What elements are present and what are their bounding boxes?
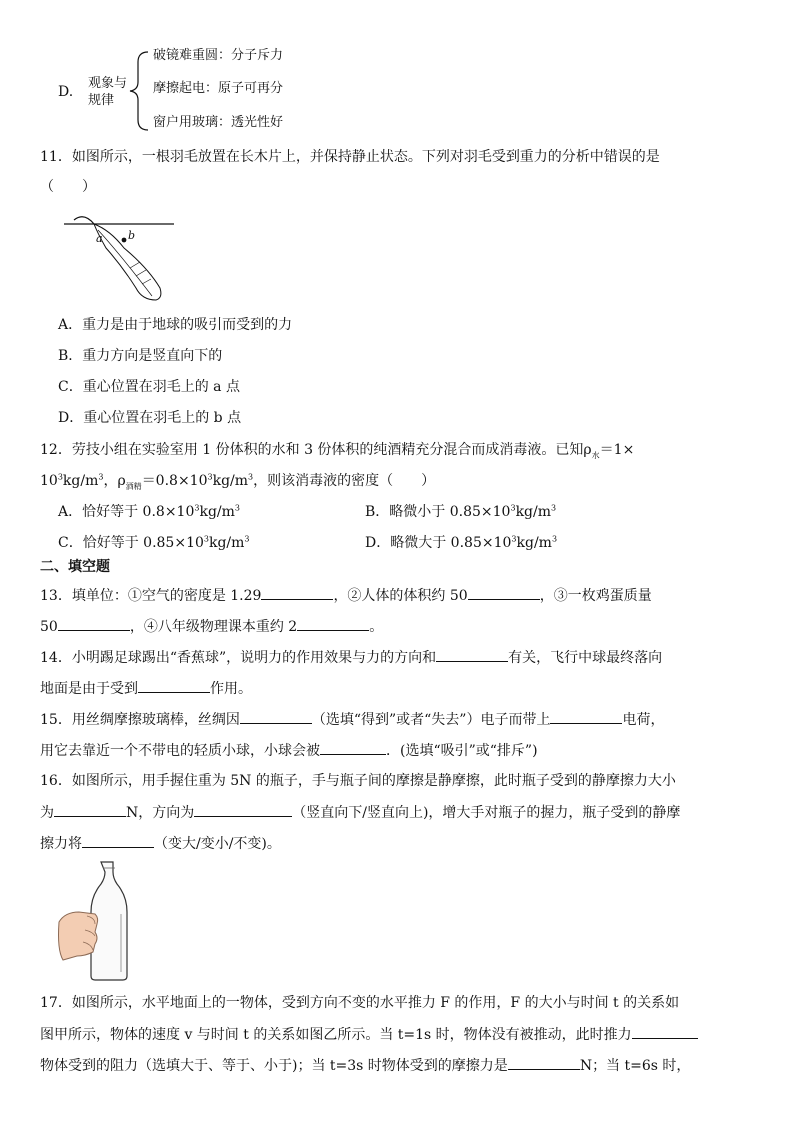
exponent: 3 <box>234 503 240 513</box>
feather-label-a: a <box>96 232 103 245</box>
q12-option-text: B．略微小于 0.85×10 <box>365 504 511 520</box>
q12-text: ，则该消毒液的密度（ ） <box>253 473 436 489</box>
q16-line3 <box>40 833 281 854</box>
q14-line2 <box>40 678 252 699</box>
q13-text: 13．填单位：①空气的密度是 1.29 <box>40 588 262 604</box>
q10-item-2: 摩擦起电：原子可再分 <box>153 81 284 96</box>
answer-blank[interactable] <box>261 585 333 600</box>
unit: kg/m <box>516 535 552 551</box>
q14-text: 14．小明踢足球踢出“香蕉球”，说明力的作用效果与力的方向和 <box>40 650 437 666</box>
q12-text: kg/m <box>212 473 249 489</box>
q11-stem-line1: 11．如图所示，一根羽毛放置在长木片上，并保持静止状态。下列对羽毛受到重力的分析中错误的是 <box>40 149 660 165</box>
q11-option-c: C．重心位置在羽毛上的 a 点 <box>58 379 240 395</box>
q12-option-text: D．略微大于 0.85×10 <box>365 535 512 551</box>
exponent: 3 <box>57 472 63 482</box>
q17-text: 物体受到的阻力（选填大于、等于、小于)；当 t=3s 时物体受到的摩擦力是 <box>40 1058 508 1074</box>
exponent: 3 <box>203 534 209 544</box>
q17-line3 <box>40 1055 690 1076</box>
answer-blank[interactable] <box>58 616 130 631</box>
q13-line2 <box>40 616 383 637</box>
q14-text: 作用。 <box>210 681 252 697</box>
q12-option-a <box>58 502 240 522</box>
q15-line2 <box>40 740 538 761</box>
q12-text: 12．劳技小组在实验室用 1 份体积的水和 3 份体积的纯酒精充分混合而成消毒液。已知ρ <box>40 442 592 458</box>
unit: kg/m <box>208 535 245 551</box>
q16-text: （变大/变小/不变)。 <box>154 836 281 852</box>
answer-blank[interactable] <box>297 616 369 631</box>
q12-text: 10 <box>40 473 58 489</box>
q15-line1 <box>40 709 664 730</box>
q12-stem-line1 <box>40 440 634 460</box>
exponent: 3 <box>551 503 557 513</box>
answer-blank[interactable] <box>550 709 622 724</box>
answer-blank[interactable] <box>240 709 312 724</box>
answer-blank[interactable] <box>468 585 540 600</box>
q10-item-1: 破镜难重圆：分子斥力 <box>153 48 284 63</box>
q11-option-a: A．重力是由于地球的吸引而受到的力 <box>58 317 293 333</box>
q17-line2 <box>40 1024 698 1045</box>
q12-option-d <box>365 533 557 553</box>
q16-text: （竖直向下/竖直向上)，增大手对瓶子的握力，瓶子受到的静摩 <box>292 805 681 821</box>
q13-text: ，③一枚鸡蛋质量 <box>539 588 652 604</box>
exponent: 3 <box>510 503 516 513</box>
exponent: 3 <box>207 472 213 482</box>
q14-line1 <box>40 647 662 668</box>
brace-icon <box>128 50 152 132</box>
q16-line1: 16．如图所示，用手握住重为 5N 的瓶子，手与瓶子间的摩擦是静摩擦，此时瓶子受到的静摩擦力大小 <box>40 773 676 789</box>
q12-text: ，ρ <box>103 473 126 489</box>
unit: kg/m <box>199 504 235 520</box>
q12-option-text: A．恰好等于 0.8×10 <box>58 504 195 520</box>
answer-blank[interactable] <box>632 1024 698 1039</box>
hand-bottle-figure <box>55 860 145 982</box>
q12-text: kg/m <box>62 473 99 489</box>
q16-line2 <box>40 802 680 823</box>
answer-blank[interactable] <box>138 678 210 693</box>
q13-line1 <box>40 585 652 606</box>
answer-blank[interactable] <box>508 1055 580 1070</box>
rho-water-sub: 水 <box>591 450 600 460</box>
answer-blank[interactable] <box>82 833 154 848</box>
q12-option-b <box>365 502 556 522</box>
exponent: 3 <box>248 472 254 482</box>
q12-option-text: C．恰好等于 0.85×10 <box>58 535 204 551</box>
q15-text: （选填“得到”或者“失去”）电子而带上 <box>311 712 551 728</box>
q10-item-3: 窗户用玻璃：透光性好 <box>153 115 284 130</box>
q12-text: ＝0.8×10 <box>141 473 208 489</box>
q17-text: 图甲所示，物体的速度 v 与时间 t 的关系如图乙所示。当 t=1s 时，物体没有被推动，此时推力 <box>40 1027 632 1043</box>
q10-category-line1: 观象与 <box>88 76 128 91</box>
q15-text: 用它去靠近一个不带电的轻质小球，小球会被 <box>40 743 320 759</box>
q16-text: 擦力将 <box>40 836 82 852</box>
q10-option-d-letter: D. <box>58 84 74 100</box>
q15-text: 电荷， <box>622 712 665 728</box>
answer-blank[interactable] <box>436 647 508 662</box>
exponent: 3 <box>244 534 250 544</box>
q14-text: 有关，飞行中球最终落向 <box>508 650 663 666</box>
exponent: 3 <box>511 534 517 544</box>
exponent: 3 <box>551 534 558 544</box>
exponent: 3 <box>194 503 200 513</box>
q13-text: ，④八年级物理课本重约 2 <box>129 619 298 635</box>
q12-option-c <box>58 533 250 553</box>
q17-text: N；当 t=6s 时， <box>579 1058 691 1074</box>
exponent: 3 <box>98 472 104 482</box>
q13-text: 50 <box>40 619 58 635</box>
answer-blank[interactable] <box>54 802 126 817</box>
section-title: 二、填空题 <box>40 559 110 575</box>
answer-blank[interactable] <box>320 740 386 755</box>
feather-figure <box>60 208 180 308</box>
q11-option-b: B．重力方向是竖直向下的 <box>58 348 223 364</box>
answer-blank[interactable] <box>194 802 292 817</box>
q11-stem-line2: （ ） <box>40 179 96 195</box>
q16-text: 为 <box>40 805 54 821</box>
q15-text: ．(选填“吸引”或“排斥”) <box>386 743 538 759</box>
q10-category-line2: 规律 <box>88 93 115 108</box>
rho-alcohol-sub: 酒精 <box>125 481 142 491</box>
q12-stem-line2 <box>40 471 435 491</box>
q17-line1: 17．如图所示，水平地面上的一物体，受到方向不变的水平推力 F 的作用，F 的大小与时间 t 的关系如 <box>40 995 680 1011</box>
q11-option-d: D．重心位置在羽毛上的 b 点 <box>58 410 242 426</box>
feather-label-b: b <box>128 229 136 242</box>
q14-text: 地面是由于受到 <box>40 681 138 697</box>
unit: kg/m <box>515 504 551 520</box>
q15-text: 15．用丝绸摩擦玻璃棒，丝绸因 <box>40 712 240 728</box>
q13-text: 。 <box>369 619 384 635</box>
q16-text: N，方向为 <box>126 805 195 821</box>
q13-text: ，②人体的体积约 50 <box>333 588 468 604</box>
q12-text: ＝1× <box>599 442 635 458</box>
